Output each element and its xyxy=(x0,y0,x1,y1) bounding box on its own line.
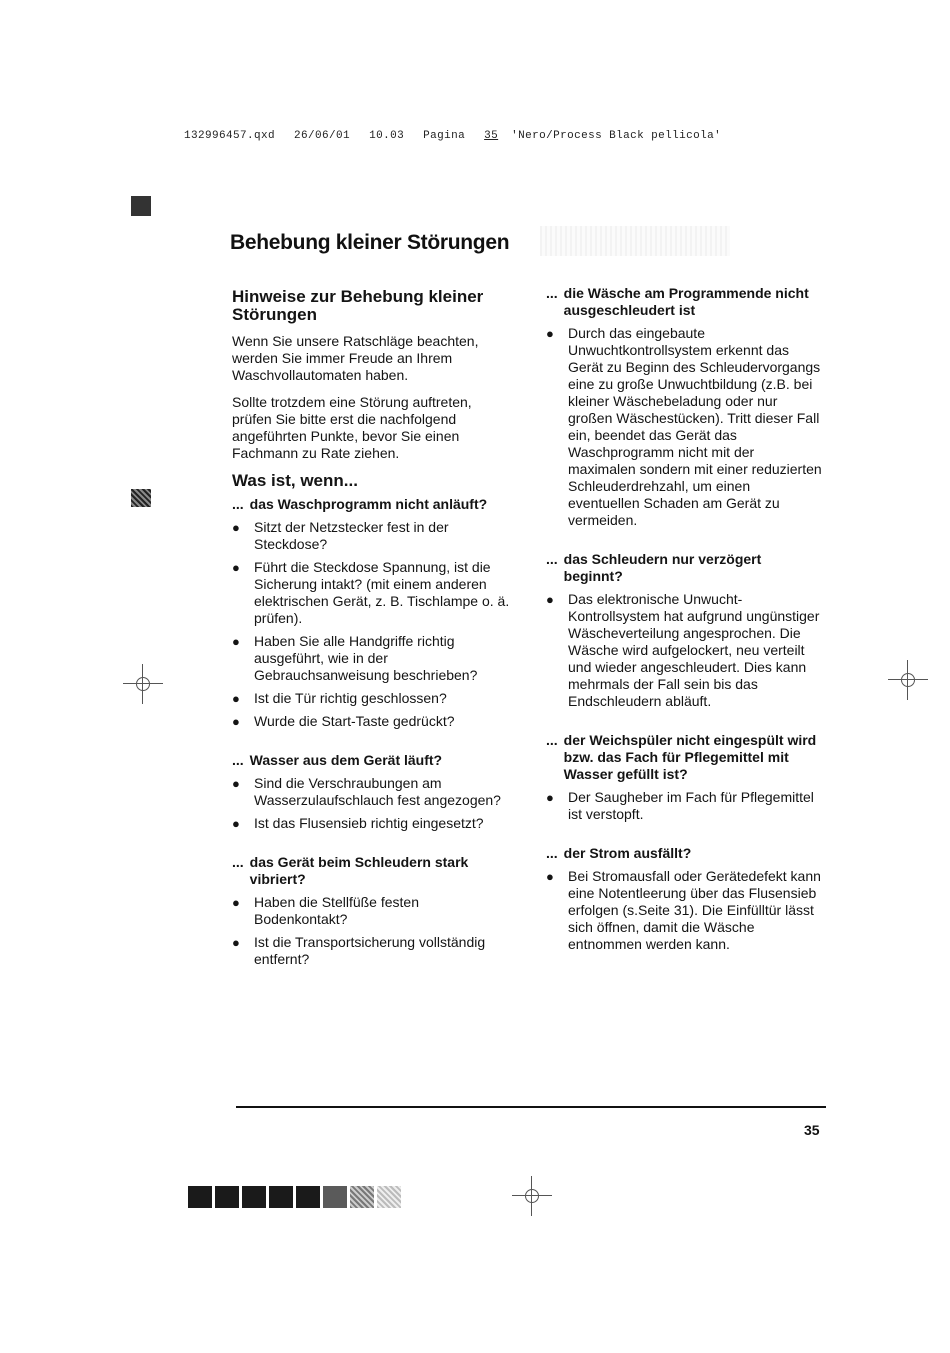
checklist xyxy=(546,591,824,710)
question-text: das Schleudern nur verzögert beginnt? xyxy=(563,551,762,584)
intro-heading: Hinweise zur Behebung kleiner Störungen xyxy=(232,287,484,324)
question-heading xyxy=(546,732,824,783)
bullet-icon: ● xyxy=(232,634,240,649)
list-item xyxy=(546,789,824,823)
color-patch xyxy=(296,1186,320,1208)
list-item-text: Das elektronische Unwucht-Kontrollsystem hat aufgrund ungünstiger Wäscheverteilung angesprochen. Die Wäsche wird aufgelockert, neu verteilt und wieder angeschleudert. Dies kann mehrmals der Fall sein bis das Endschleudern abläuft. xyxy=(568,591,820,709)
checklist xyxy=(232,775,510,832)
print-pagina-label: Pagina xyxy=(423,130,466,142)
bullet-icon: ● xyxy=(232,895,240,910)
bullet-icon: ● xyxy=(232,816,240,831)
question-text: der Weichspüler nicht eingespült wird bzw. das Fach für Pflegemittel mit Wasser gefüllt ist? xyxy=(563,732,817,782)
question-lead: ... xyxy=(546,732,558,748)
bullet-icon: ● xyxy=(546,326,554,341)
bullet-icon: ● xyxy=(232,560,240,575)
intro-paragraph-2: Sollte trotzdem eine Störung auftreten, prüfen Sie bitte erst die nachfolgend angeführten Punkte, bevor Sie einen Fachmann zu Rate ziehen. xyxy=(232,394,472,461)
color-patch xyxy=(377,1186,401,1208)
color-patch xyxy=(323,1186,347,1208)
what-if-heading: Was ist, wenn... xyxy=(232,471,358,490)
list-item xyxy=(232,934,510,968)
title-shading-band xyxy=(540,226,730,256)
question-heading xyxy=(232,496,510,513)
color-patch xyxy=(188,1186,212,1208)
color-patch xyxy=(215,1186,239,1208)
list-item-text: Sind die Verschraubungen am Wasserzulaufschlauch fest angezogen? xyxy=(254,775,501,808)
checklist xyxy=(546,789,824,823)
checklist xyxy=(232,894,510,968)
question-lead: ... xyxy=(546,285,558,301)
list-item xyxy=(546,591,824,710)
bullet-icon: ● xyxy=(546,592,554,607)
page-number: 35 xyxy=(804,1122,820,1138)
bullet-icon: ● xyxy=(546,869,554,884)
list-item xyxy=(232,559,510,627)
list-item-text: Sitzt der Netzstecker fest in der Steckdose? xyxy=(254,519,449,552)
color-patch xyxy=(350,1186,374,1208)
print-pagina-number: 35 xyxy=(484,130,499,142)
checklist xyxy=(546,325,824,529)
footer-rule xyxy=(236,1106,826,1108)
print-file: 132996457.qxd xyxy=(184,130,276,142)
question-heading xyxy=(232,752,510,769)
print-date: 26/06/01 xyxy=(294,130,351,142)
intro-paragraph-1: Wenn Sie unsere Ratschläge beachten, werden Sie immer Freude an Ihrem Waschvollautomaten haben. xyxy=(232,333,479,383)
bullet-icon: ● xyxy=(546,790,554,805)
question-text: das Waschprogramm nicht anläuft? xyxy=(249,496,488,512)
list-item xyxy=(232,519,510,553)
left-column xyxy=(232,288,510,976)
color-patch xyxy=(269,1186,293,1208)
list-item-text: Durch das eingebaute Unwuchtkontrollsystem erkennt das Gerät zu Beginn des Schleudervorgangs eine zu große Unwuchtbildung (z.B. bei kleiner Wäschebeladung oder nur großen Wäschestücken). Tritt dieser Fall ein, beendet das Gerät das Waschprogramm nicht mit der maximalen sondern mit einer reduzierten Schleuderdrehzahl, um einen eventuellen Schaden am Gerät zu vermeiden. xyxy=(568,325,822,528)
bullet-icon: ● xyxy=(232,935,240,950)
question-heading xyxy=(546,551,824,585)
list-item-text: Der Saugheber im Fach für Pflegemittel ist verstopft. xyxy=(568,789,814,822)
color-patch xyxy=(242,1186,266,1208)
registration-crosshair-right xyxy=(888,660,928,700)
question-text: die Wäsche am Programmende nicht ausgeschleudert ist xyxy=(563,285,809,318)
question-heading xyxy=(546,285,824,319)
bullet-icon: ● xyxy=(232,520,240,535)
question-text: der Strom ausfällt? xyxy=(563,845,692,861)
list-item-text: Haben die Stellfüße festen Bodenkontakt? xyxy=(254,894,419,927)
question-lead: ... xyxy=(546,551,558,567)
question-text: Wasser aus dem Gerät läuft? xyxy=(249,752,443,768)
registration-crosshair-bottom xyxy=(512,1176,552,1216)
bullet-icon: ● xyxy=(232,776,240,791)
list-item xyxy=(232,815,510,832)
list-item xyxy=(546,325,824,529)
list-item-text: Bei Stromausfall oder Gerätedefekt kann eine Notentleerung über das Flusensieb erfolgen (s.Seite 31). Die Einfülltür lässt sich öffnen, damit die Wäsche entnommen werden kann. xyxy=(568,868,821,952)
list-item-text: Ist die Tür richtig geschlossen? xyxy=(254,690,447,706)
registration-square-top xyxy=(131,196,151,216)
list-item xyxy=(232,690,510,707)
question-lead: ... xyxy=(232,496,244,512)
list-item-text: Ist das Flusensieb richtig eingesetzt? xyxy=(254,815,484,831)
print-color-bar xyxy=(188,1186,401,1208)
question-lead: ... xyxy=(546,845,558,861)
bullet-icon: ● xyxy=(232,691,240,706)
question-text: das Gerät beim Schleudern stark vibriert? xyxy=(249,854,469,887)
list-item-text: Haben Sie alle Handgriffe richtig ausgeführt, wie in der Gebrauchsanweisung beschrieben? xyxy=(254,633,478,683)
question-heading xyxy=(546,845,824,862)
list-item-text: Führt die Steckdose Spannung, ist die Sicherung intakt? (mit einem anderen elektrischen Gerät, z. B. Tischlampe o. ä. prüfen). xyxy=(254,559,510,626)
list-item xyxy=(232,775,510,809)
print-color: 'Nero/Process Black pellicola' xyxy=(511,130,722,142)
bullet-icon: ● xyxy=(232,714,240,729)
list-item xyxy=(232,713,510,730)
list-item xyxy=(232,633,510,684)
list-item-text: Ist die Transportsicherung vollständig entfernt? xyxy=(254,934,486,967)
page-title: Behebung kleiner Störungen xyxy=(230,231,510,254)
registration-square-mid xyxy=(131,489,151,507)
checklist xyxy=(232,519,510,730)
print-time: 10.03 xyxy=(369,130,405,142)
print-header xyxy=(184,130,733,142)
checklist xyxy=(546,868,824,953)
question-heading xyxy=(232,854,510,888)
question-lead: ... xyxy=(232,854,244,870)
list-item xyxy=(232,894,510,928)
question-lead: ... xyxy=(232,752,244,768)
registration-crosshair-left xyxy=(123,664,163,704)
right-column xyxy=(546,285,824,961)
list-item-text: Wurde die Start-Taste gedrückt? xyxy=(254,713,455,729)
list-item xyxy=(546,868,824,953)
